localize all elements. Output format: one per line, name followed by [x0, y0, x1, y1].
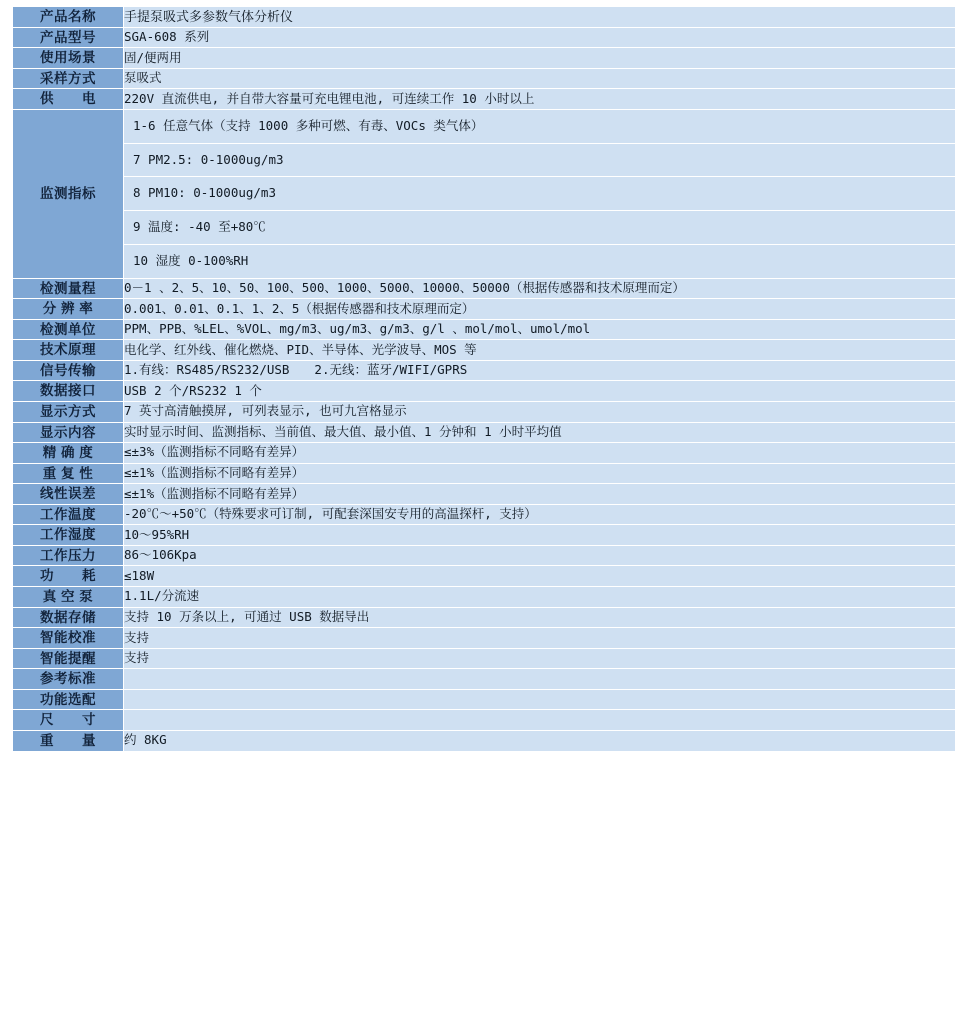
row-label [13, 751, 124, 752]
table-row [13, 68, 956, 89]
row-value: SGA-608 系列 [124, 27, 956, 48]
row-value: PPM、PPB、%LEL、%VOL、mg/m3、ug/m3、g/m3、g/l 、mol/mol、umol/mol [124, 319, 956, 340]
table-row [13, 545, 956, 566]
stack-item: 1-6 任意气体（支持 1000 多种可燃、有毒、VOCs 类气体） [124, 110, 955, 144]
table-row [13, 504, 956, 525]
stack-item: 7 PM2.5: 0-1000ug/m3 [124, 144, 955, 178]
row-label: 功能选配 [13, 689, 124, 710]
table-row [13, 278, 956, 299]
row-value-stack [124, 109, 956, 278]
row-value: 支持 [124, 648, 956, 669]
table-row [13, 340, 956, 361]
row-label: 智能校准 [13, 628, 124, 649]
row-value: 220V 直流供电, 并自带大容量可充电锂电池, 可连续工作 10 小时以上 [124, 89, 956, 110]
row-value: ≤±3%（监测指标不同略有差异） [124, 443, 956, 464]
row-value: 0－1 、2、5、10、50、100、500、1000、5000、10000、50000（根据传感器和技术原理而定） [124, 278, 956, 299]
row-value: 0.001、0.01、0.1、1、2、5（根据传感器和技术原理而定） [124, 299, 956, 320]
row-label: 尺 寸 [13, 710, 124, 731]
stack-item: 9 温度: -40 至+80℃ [124, 211, 955, 245]
table-row [13, 525, 956, 546]
row-value: ≤±1%（监测指标不同略有差异） [124, 484, 956, 505]
row-label: 检测量程 [13, 278, 124, 299]
row-value-lines [124, 689, 956, 710]
row-label: 分 辨 率 [13, 299, 124, 320]
row-value: 1.有线：RS485/RS232/USB 2.无线：蓝牙/WIFI/GPRS [124, 360, 956, 381]
table-row [13, 89, 956, 110]
row-label: 信号传输 [13, 360, 124, 381]
table-row [13, 751, 956, 752]
table-row [13, 422, 956, 443]
row-label: 精 确 度 [13, 443, 124, 464]
row-label: 技术原理 [13, 340, 124, 361]
row-value: 支持 [124, 628, 956, 649]
row-value [124, 669, 956, 690]
row-value: 手提泵吸式多参数气体分析仪 [124, 7, 956, 28]
table-row [13, 48, 956, 69]
row-label: 重 量 [13, 730, 124, 751]
row-label: 智能提醒 [13, 648, 124, 669]
row-label: 供 电 [13, 89, 124, 110]
row-value-options [124, 710, 956, 731]
table-row [13, 381, 956, 402]
row-label: 监测指标 [13, 109, 124, 278]
row-value: ≤±1%（监测指标不同略有差异） [124, 463, 956, 484]
row-value: 电化学、红外线、催化燃烧、PID、半导体、光学波导、MOS 等 [124, 340, 956, 361]
row-value [124, 751, 956, 752]
row-value: USB 2 个/RS232 1 个 [124, 381, 956, 402]
stack-item: 10 湿度 0-100%RH [133, 252, 249, 268]
row-label: 真 空 泵 [13, 587, 124, 608]
row-value: ≤18W [124, 566, 956, 587]
row-label: 数据存储 [13, 607, 124, 628]
row-label: 工作压力 [13, 545, 124, 566]
table-row [13, 401, 956, 422]
table-row-optional-functions [13, 710, 956, 731]
table-row [13, 299, 956, 320]
row-label: 线性误差 [13, 484, 124, 505]
table-row [13, 463, 956, 484]
table-row [13, 669, 956, 690]
table-row [13, 7, 956, 28]
product-specification-table [12, 6, 956, 753]
table-row [13, 730, 956, 751]
row-label: 检测单位 [13, 319, 124, 340]
table-row [13, 443, 956, 464]
row-value: 固/便两用 [124, 48, 956, 69]
table-row [13, 628, 956, 649]
row-value: 86～106Kpa [124, 545, 956, 566]
table-row [13, 607, 956, 628]
row-label: 数据接口 [13, 381, 124, 402]
row-value: 7 英寸高清触摸屏, 可列表显示, 也可九宫格显示 [124, 401, 956, 422]
table-row [13, 587, 956, 608]
row-label: 工作温度 [13, 504, 124, 525]
table-row [13, 566, 956, 587]
table-row [13, 319, 956, 340]
row-label: 功 耗 [13, 566, 124, 587]
table-row-reference-standards [13, 689, 956, 710]
row-label: 采样方式 [13, 68, 124, 89]
row-label: 工作湿度 [13, 525, 124, 546]
table-row [13, 484, 956, 505]
row-value: 10～95%RH [124, 525, 956, 546]
row-label: 重 复 性 [13, 463, 124, 484]
row-value: 实时显示时间、监测指标、当前值、最大值、最小值、1 分钟和 1 小时平均值 [124, 422, 956, 443]
table-body [13, 7, 956, 753]
table-row [13, 648, 956, 669]
row-value: 支持 10 万条以上, 可通过 USB 数据导出 [124, 607, 956, 628]
table-row [13, 360, 956, 381]
row-value: 泵吸式 [124, 68, 956, 89]
table-row [13, 27, 956, 48]
stack-item: 8 PM10: 0-1000ug/m3 [124, 177, 955, 211]
row-value: 约 8KG [124, 730, 956, 751]
row-value: -20℃～+50℃（特殊要求可订制, 可配套深国安专用的高温探杆, 支持） [124, 504, 956, 525]
row-value: 1.1L/分流速 [124, 587, 956, 608]
row-label: 产品型号 [13, 27, 124, 48]
row-label: 参考标准 [13, 669, 124, 690]
row-label: 使用场景 [13, 48, 124, 69]
row-label: 产品名称 [13, 7, 124, 28]
table-row-monitoring-indicators [13, 109, 956, 278]
row-label: 显示内容 [13, 422, 124, 443]
row-label: 显示方式 [13, 401, 124, 422]
